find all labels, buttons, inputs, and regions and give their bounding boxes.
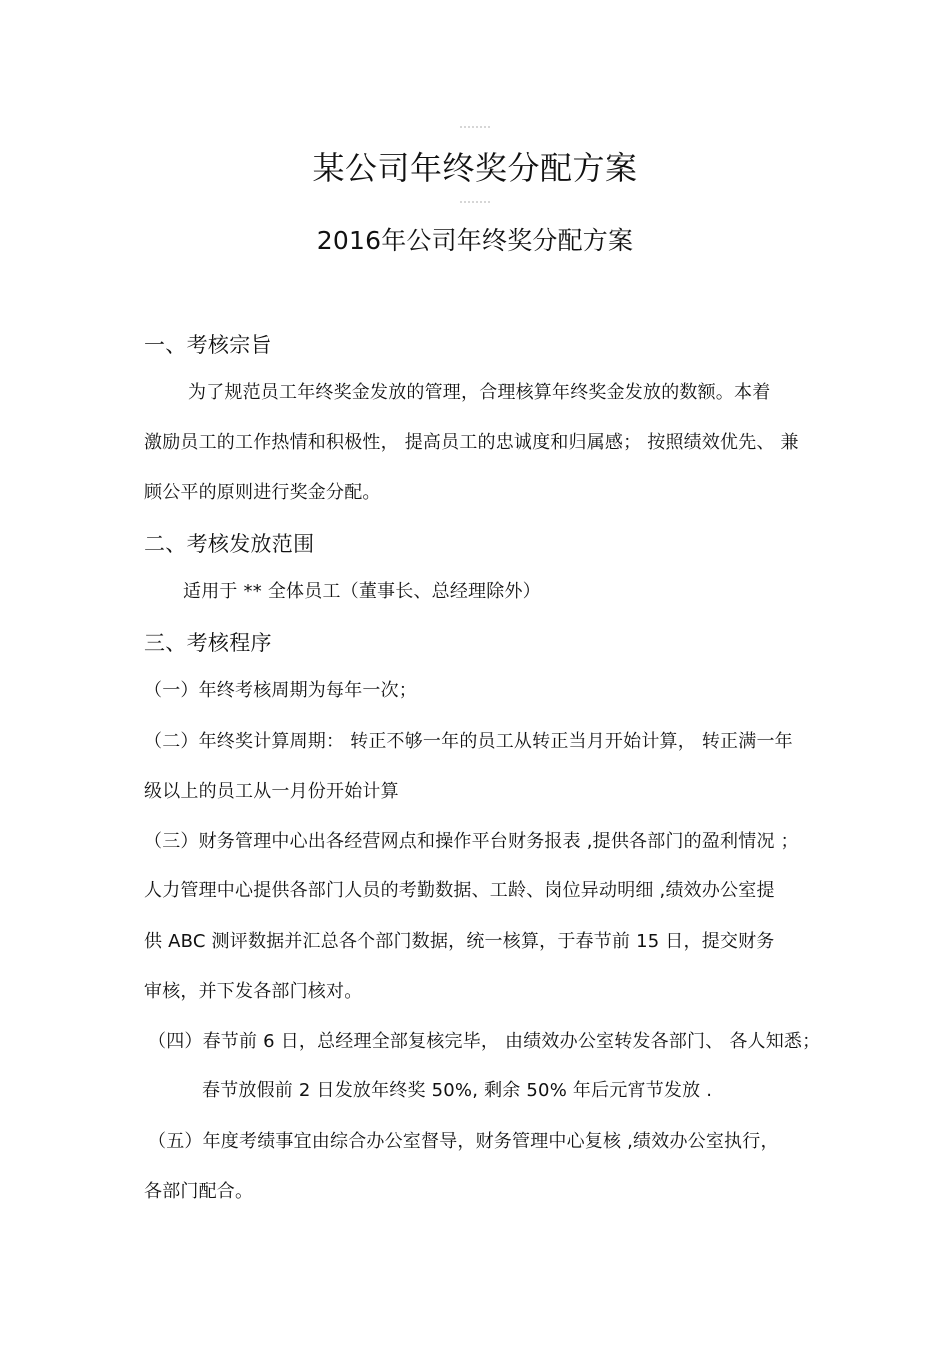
purpose-line-2: 激励员工的工作热情和积极性， 提高员工的忠诚度和归属感； 按照绩效优先、 兼	[144, 432, 799, 453]
scope-line-1: 适用于 ** 全体员工（董事长、总经理除外）	[183, 581, 541, 602]
procedure-line-3: 级以上的员工从一月份开始计算	[144, 781, 399, 802]
procedure-line-6: 供 ABC 测评数据并汇总各个部门数据，统一核算，于春节前 15 日，提交财务	[144, 931, 775, 952]
purpose-line-1: 为了规范员工年终奖金发放的管理，合理核算年终奖金发放的数额。本着	[188, 382, 771, 403]
purpose-line-3: 顾公平的原则进行奖金分配。	[144, 482, 381, 503]
procedure-line-1: （一）年终考核周期为每年一次；	[144, 680, 417, 701]
section-heading-purpose: 一、考核宗旨	[144, 333, 272, 357]
procedure-line-5: 人力管理中心提供各部门人员的考勤数据、工龄、岗位异动明细 ,绩效办公室提	[144, 880, 775, 901]
document-title: 某公司年终奖分配方案	[312, 149, 638, 187]
procedure-line-7: 审核，并下发各部门核对。	[144, 981, 363, 1002]
section-heading-scope: 二、考核发放范围	[144, 532, 315, 556]
title-decoration-mark	[460, 201, 490, 203]
procedure-line-11: 各部门配合。	[144, 1181, 254, 1202]
section-heading-procedure: 三、考核程序	[144, 631, 272, 655]
procedure-line-4: （三）财务管理中心出各经营网点和操作平台财务报表 ,提供各部门的盈利情况 ；	[144, 831, 799, 852]
procedure-line-8: （四）春节前 6 日，总经理全部复核完毕， 由绩效办公室转发各部门、 各人知悉；	[148, 1031, 821, 1052]
header-decoration-mark	[460, 126, 490, 128]
procedure-line-9: 春节放假前 2 日发放年终奖 50%, 剩余 50% 年后元宵节发放 .	[202, 1080, 713, 1101]
document-subtitle: 2016年公司年终奖分配方案	[316, 226, 634, 255]
procedure-line-2: （二）年终奖计算周期： 转正不够一年的员工从转正当月开始计算， 转正满一年	[144, 731, 793, 752]
procedure-line-10: （五）年度考绩事宜由综合办公室督导，财务管理中心复核 ,绩效办公室执行，	[148, 1131, 779, 1152]
